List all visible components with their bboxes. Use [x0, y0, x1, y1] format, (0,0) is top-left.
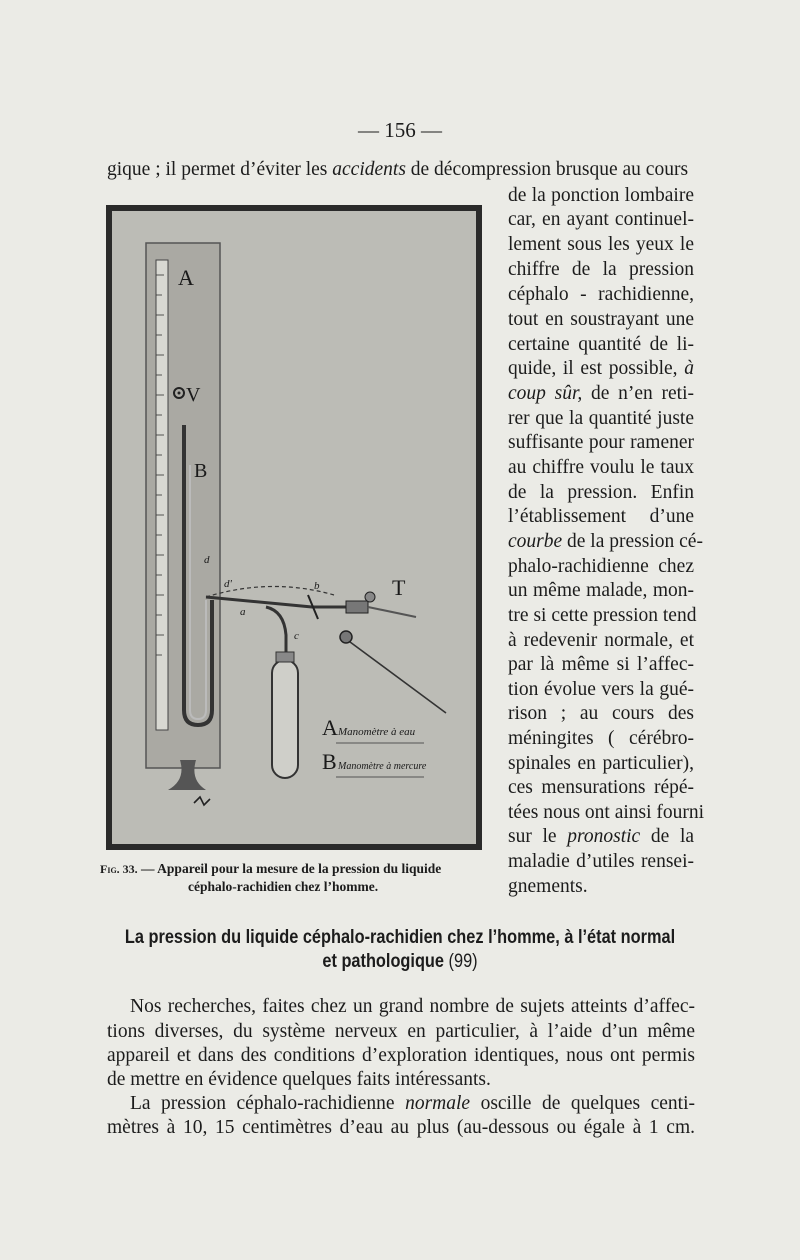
label-small-d: d — [204, 554, 210, 566]
legend-a-text: Manomètre à eau — [338, 726, 416, 738]
label-v: V — [186, 384, 201, 406]
label-small-a: a — [240, 606, 246, 618]
text-line: méningites ( cérébro- — [508, 728, 694, 749]
label-t: T — [392, 575, 406, 600]
caption-text: — Appareil pour la mesure de la pression du liquide — [137, 861, 442, 876]
body-line: de mettre en évidence quelques faits intéressants. — [107, 1069, 491, 1090]
figure-caption — [100, 860, 505, 895]
text-span: de la pression cé- — [567, 531, 703, 552]
text-span: de décompression brusque au cours — [405, 159, 689, 180]
body-line: Nos recherches, faites chez un grand nombre de sujets atteints d’affec- — [130, 996, 695, 1017]
text-line: céphalo - rachidienne, — [508, 284, 694, 305]
section-heading-line-1: La pression du liquide céphalo-rachidien chez l’homme, à l’état normal — [124, 927, 676, 948]
text-span: de la — [650, 826, 695, 847]
label-small-d2: d' — [224, 578, 232, 590]
label-b: B — [194, 460, 208, 482]
text-span: de n’en reti- — [591, 383, 695, 404]
text-line: car, en ayant continuel- — [508, 209, 694, 230]
text-line: rison ; au cours des — [508, 703, 694, 724]
signature-mark — [194, 797, 210, 805]
body-line — [130, 1092, 695, 1116]
text-line: tout en soustrayant une — [508, 309, 694, 330]
page-number: — 156 — — [358, 118, 442, 142]
legend-a-letter: A — [322, 715, 338, 740]
text-line: tre si cette pression tend — [508, 605, 697, 626]
text-span: gique ; il permet d’éviter les — [107, 159, 333, 180]
label-small-b: b — [314, 580, 320, 592]
text-line — [508, 530, 703, 554]
apparatus-drawing — [106, 205, 482, 850]
text-line: l’établissement d’une — [508, 506, 694, 527]
italic-term: coup sûr, — [508, 383, 583, 404]
italic-term: accidents — [332, 159, 406, 180]
text-line: suffisante pour ramener — [508, 432, 694, 453]
heading-text: et pathologique — [322, 951, 445, 972]
italic-term: normale — [405, 1093, 471, 1114]
text-span: quide, il est possible, — [508, 358, 678, 379]
section-heading-line-2 — [56, 951, 744, 973]
caption-line-2: céphalo-rachidien chez l’homme. — [188, 879, 379, 894]
body-line: tions diverses, du système nerveux en particulier, à l’aide d’un même — [107, 1021, 695, 1042]
text-line — [508, 382, 694, 406]
text-line: de la pression. Enfin — [508, 482, 694, 503]
text-line: maladie d’utiles rensei- — [508, 851, 694, 872]
text-line: ces mensurations répé- — [508, 777, 694, 798]
text-line: gnements. — [508, 876, 588, 897]
reference-number: (99) — [448, 951, 478, 972]
caption-line-1 — [100, 860, 505, 878]
stopcock — [346, 601, 368, 613]
text-line: certaine quantité de li- — [508, 334, 694, 355]
text-line: rer que la quantité juste — [508, 408, 694, 429]
text-line: tion évolue vers la gué- — [508, 679, 694, 700]
label-a: A — [178, 265, 194, 290]
text-line: tées nous ont ainsi fourni — [508, 802, 705, 823]
connecting-tube — [206, 597, 346, 607]
text-line: phalo-rachidienne chez — [508, 556, 694, 577]
text-line: à redevenir normale, et — [508, 630, 694, 651]
text-line: un même malade, mon- — [508, 580, 694, 601]
needle-tube — [368, 607, 416, 617]
body-line: appareil et dans des conditions d’exploration identiques, nous ont permis — [107, 1045, 695, 1066]
italic-term: pronostic — [567, 826, 641, 847]
text-line: chiffre de la pression — [508, 259, 694, 280]
text-line: de la ponction lombaire — [508, 185, 694, 206]
text-line: spinales en particulier), — [508, 753, 694, 774]
text-span: oscille de quelques centi- — [480, 1093, 696, 1114]
reservoir-tube — [272, 660, 298, 778]
legend-b-text: Manomètre à mercure — [338, 761, 427, 772]
label-small-c: c — [294, 630, 299, 642]
text-span: La pression céphalo-rachidienne — [130, 1093, 395, 1114]
legend-b-letter: B — [322, 749, 337, 774]
text-line: lement sous les yeux le — [508, 234, 694, 255]
text-span: sur le — [508, 826, 557, 847]
figure-number: Fig. 33. — [100, 862, 138, 876]
figure-apparatus-photo — [106, 205, 482, 850]
text-line: au chiffre voulu le taux — [508, 457, 694, 478]
italic-term: courbe — [508, 531, 563, 552]
text-line — [107, 158, 688, 182]
body-line: mètres à 10, 15 centimètres d’eau au plus (au-dessous ou égale à 1 cm. — [107, 1117, 695, 1138]
text-line — [508, 825, 694, 849]
puncture-needle — [346, 639, 446, 713]
text-line — [508, 357, 694, 381]
text-line: par là même si l’affec- — [508, 654, 694, 675]
italic-term: à — [684, 358, 694, 379]
side-tube — [266, 607, 286, 655]
